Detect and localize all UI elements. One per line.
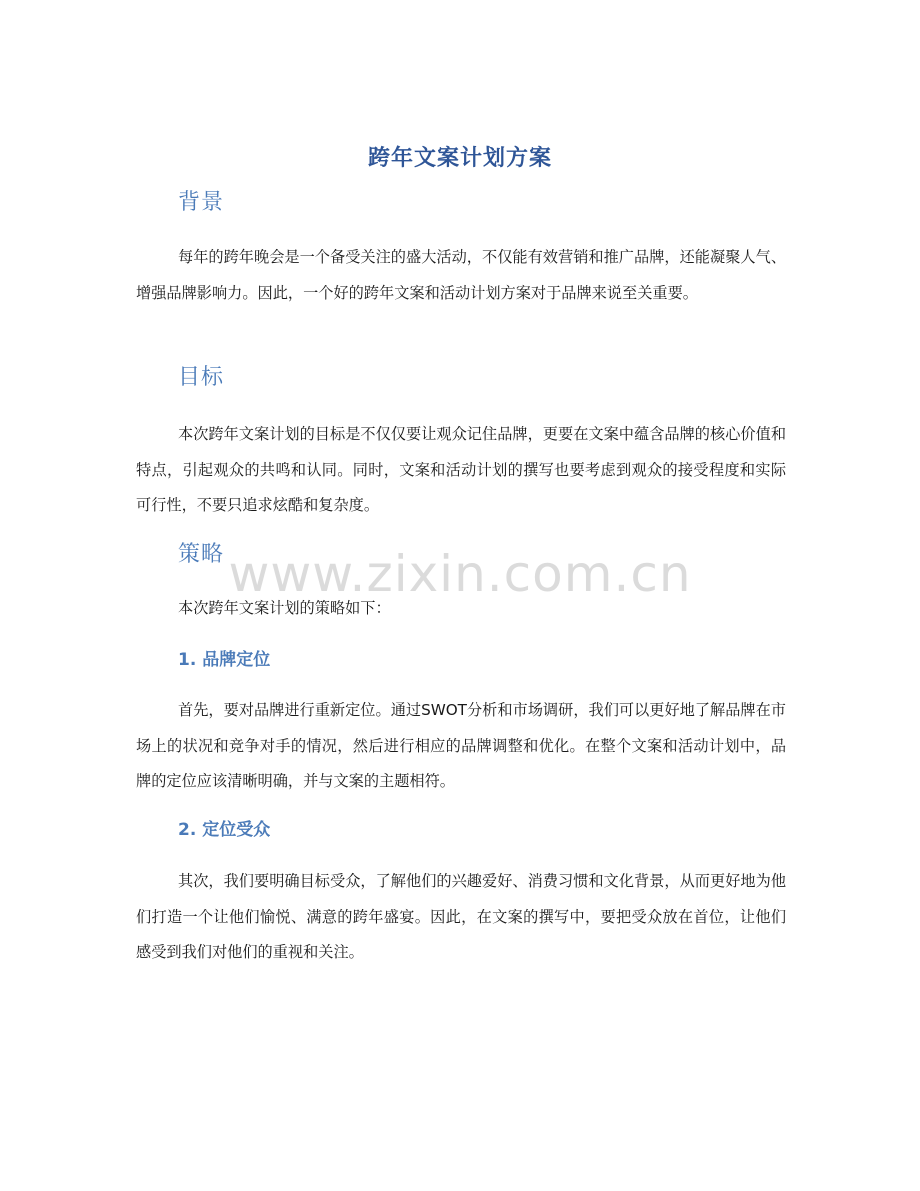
heading-background: 背景 [178,190,225,215]
watermark: www.zixin.com.cn [228,545,692,603]
paragraph-strategy-intro: 本次跨年文案计划的策略如下： [178,599,391,617]
document-title: 跨年文案计划方案 [367,146,552,171]
paragraph-target-audience: 其次，我们要明确目标受众，了解他们的兴趣爱好、消费习惯和文化背景，从而更好地为他们打造一个让他们愉悦、满意的跨年盛宴。因此，在文案的撰写中，要把受众放在首位，让他们感受到我们对他们的重视和关注。 [136,872,786,961]
heading-goal: 目标 [178,365,225,390]
paragraph-goal: 本次跨年文案计划的目标是不仅仅要让观众记住品牌，更要在文案中蕴含品牌的核心价值和特点，引起观众的共鸣和认同。同时，文案和活动计划的撰写也要考虑到观众的接受程度和实际可行性，不要只追求炫酷和复杂度。 [136,425,786,514]
paragraph-background: 每年的跨年晚会是一个备受关注的盛大活动，不仅能有效营销和推广品牌，还能凝聚人气、增强品牌影响力。因此，一个好的跨年文案和活动计划方案对于品牌来说至关重要。 [136,248,786,302]
subheading-brand-positioning: 1. 品牌定位 [178,650,271,670]
heading-strategy: 策略 [178,542,225,567]
subheading-target-audience: 2. 定位受众 [178,820,271,840]
paragraph-brand-positioning: 首先，要对品牌进行重新定位。通过SWOT分析和市场调研，我们可以更好地了解品牌在市场上的状况和竞争对手的情况，然后进行相应的品牌调整和优化。在整个文案和活动计划中，品牌的定位应该清晰明确，并与文案的主题相符。 [136,701,786,790]
